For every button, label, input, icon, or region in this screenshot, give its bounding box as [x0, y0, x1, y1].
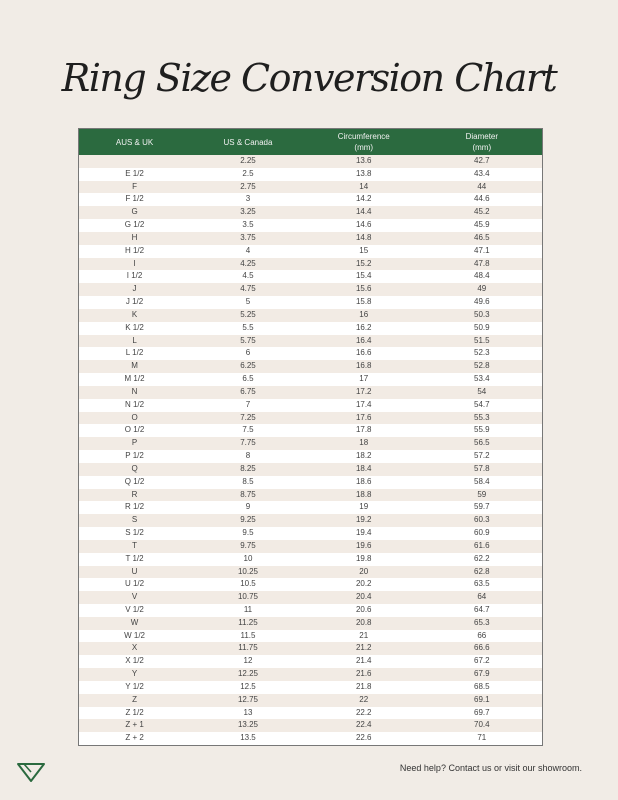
- table-row: [79, 681, 542, 694]
- cell-circumference: 20: [359, 566, 369, 576]
- cell-circumference: 13.8: [355, 168, 372, 178]
- cell-aus-uk: G 1/2: [124, 220, 145, 230]
- cell-circumference: 14.4: [355, 207, 372, 217]
- table-body: [79, 155, 542, 745]
- table-row: [79, 617, 542, 630]
- cell-aus-uk: W: [130, 617, 139, 627]
- cell-aus-uk: H: [131, 232, 138, 242]
- cell-us-canada: 3.5: [242, 220, 254, 230]
- table-row: [79, 193, 542, 206]
- cell-circumference: 19: [359, 502, 369, 512]
- cell-us-canada: 12.5: [240, 681, 256, 691]
- cell-aus-uk: J 1/2: [125, 297, 144, 307]
- cell-circumference: 19.4: [355, 528, 372, 538]
- table-row: [79, 668, 542, 681]
- cell-us-canada: 5.25: [240, 309, 256, 319]
- cell-aus-uk: M: [131, 361, 138, 371]
- cell-circumference: 17.2: [355, 386, 372, 396]
- cell-diameter: 46.5: [474, 232, 490, 242]
- cell-us-canada: 2.25: [240, 156, 256, 165]
- cell-aus-uk: R: [131, 489, 138, 499]
- cell-diameter: 61.6: [474, 540, 490, 550]
- table-row: [79, 694, 542, 707]
- table-row: [79, 719, 542, 732]
- cell-aus-uk: U 1/2: [124, 579, 145, 589]
- cell-circumference: 22.4: [355, 720, 372, 730]
- cell-aus-uk: G: [131, 207, 138, 217]
- cell-aus-uk: T: [132, 540, 137, 550]
- cell-circumference: 14.2: [355, 194, 372, 204]
- table-row: [79, 206, 542, 219]
- cell-circumference: 15.2: [355, 258, 372, 268]
- cell-diameter: 43.4: [474, 168, 490, 178]
- cell-diameter: 50.9: [474, 322, 490, 332]
- cell-diameter: 44: [477, 181, 487, 191]
- cell-diameter: 42.7: [474, 156, 490, 165]
- cell-us-canada: 9.75: [240, 540, 256, 550]
- cell-aus-uk: Y: [131, 669, 138, 679]
- size-table: [78, 128, 543, 746]
- cell-diameter: 45.2: [474, 207, 490, 217]
- cell-circumference: 16.6: [355, 348, 372, 358]
- cell-circumference: 20.6: [355, 604, 372, 614]
- cell-us-canada: 3: [245, 194, 251, 204]
- table-row: [79, 386, 542, 399]
- cell-circumference: 13.6: [355, 156, 372, 165]
- cell-aus-uk: V 1/2: [125, 604, 144, 614]
- cell-circumference: 15.4: [355, 271, 372, 281]
- cell-diameter: 62.2: [474, 553, 490, 563]
- table-row: [79, 360, 542, 373]
- table-row: [79, 655, 542, 668]
- cell-us-canada: 5.75: [240, 335, 256, 345]
- cell-us-canada: 12.75: [237, 694, 258, 704]
- cell-diameter: 50.3: [474, 309, 490, 319]
- cell-circumference: 14: [359, 181, 369, 191]
- cell-us-canada: 9: [245, 502, 251, 512]
- table-row: [79, 270, 542, 283]
- table-row: [79, 245, 542, 258]
- cell-diameter: 56.5: [474, 438, 490, 448]
- cell-circumference: 15.6: [355, 284, 372, 294]
- table-row: [79, 591, 542, 604]
- cell-aus-uk: X: [131, 643, 138, 653]
- cell-circumference: 22.6: [355, 733, 372, 743]
- table-row: [79, 412, 542, 425]
- header-diameter: Diameter (mm): [422, 129, 542, 155]
- table-row: [79, 642, 542, 655]
- cell-circumference: 15: [359, 245, 369, 255]
- table-row: [79, 501, 542, 514]
- cell-diameter: 69.1: [474, 694, 490, 704]
- cell-circumference: 19.8: [355, 553, 372, 563]
- cell-us-canada: 12: [243, 656, 253, 666]
- cell-us-canada: 12.25: [237, 669, 258, 679]
- cell-aus-uk: [79, 155, 190, 168]
- cell-us-canada: 8.75: [240, 489, 256, 499]
- cell-circumference: 21.8: [355, 681, 372, 691]
- cell-aus-uk: N: [131, 386, 138, 396]
- cell-circumference: 16: [359, 309, 369, 319]
- cell-circumference: 14.8: [355, 232, 372, 242]
- table-row: [79, 514, 542, 527]
- cell-aus-uk: M 1/2: [124, 374, 145, 384]
- cell-diameter: 67.9: [474, 669, 490, 679]
- cell-us-canada: 2.5: [242, 168, 254, 178]
- cell-diameter: 48.4: [474, 271, 490, 281]
- cell-us-canada: 3.25: [240, 207, 256, 217]
- cell-circumference: 17: [359, 374, 369, 384]
- table-row: [79, 566, 542, 579]
- cell-aus-uk: Z 1/2: [125, 707, 144, 717]
- cell-aus-uk: O 1/2: [124, 425, 145, 435]
- table-row: [79, 309, 542, 322]
- cell-aus-uk: Z: [132, 694, 137, 704]
- cell-aus-uk: Z + 1: [125, 720, 144, 730]
- cell-diameter: 66.6: [474, 643, 490, 653]
- header-us-canada: US & Canada: [190, 129, 306, 155]
- cell-diameter: 63.5: [474, 579, 490, 589]
- cell-diameter: 52.3: [474, 348, 490, 358]
- cell-circumference: 18.6: [355, 476, 372, 486]
- table-row: [79, 450, 542, 463]
- cell-circumference: 16.4: [355, 335, 372, 345]
- cell-aus-uk: E 1/2: [125, 168, 144, 178]
- cell-us-canada: 11: [243, 604, 253, 614]
- cell-us-canada: 5: [245, 297, 251, 307]
- cell-circumference: 21: [359, 630, 369, 640]
- cell-aus-uk: I: [133, 258, 136, 268]
- cell-diameter: 71: [477, 733, 487, 743]
- cell-aus-uk: F 1/2: [125, 194, 144, 204]
- table-row: [79, 553, 542, 566]
- cell-us-canada: 11.75: [238, 643, 258, 653]
- table-row: [79, 424, 542, 437]
- cell-us-canada: 6.25: [240, 361, 256, 371]
- cell-us-canada: 10.5: [240, 579, 256, 589]
- cell-diameter: 47.8: [474, 258, 490, 268]
- cell-circumference: 22: [359, 694, 369, 704]
- cell-circumference: 19.6: [355, 540, 372, 550]
- cell-aus-uk: Q 1/2: [124, 476, 145, 486]
- table-row: [79, 232, 542, 245]
- cell-us-canada: 10.25: [237, 566, 258, 576]
- cell-us-canada: 13: [243, 707, 253, 717]
- cell-diameter: 59.7: [474, 502, 490, 512]
- diamond-icon: [16, 758, 46, 784]
- cell-circumference: 18.8: [355, 489, 372, 499]
- cell-circumference: 18: [359, 438, 369, 448]
- table-row: [79, 168, 542, 181]
- cell-us-canada: 7.75: [240, 438, 256, 448]
- table-row: [79, 347, 542, 360]
- cell-us-canada: 10: [243, 553, 253, 563]
- cell-diameter: 66: [477, 630, 487, 640]
- cell-circumference: 20.2: [355, 579, 372, 589]
- table-row: [79, 489, 542, 502]
- cell-aus-uk: R 1/2: [124, 502, 145, 512]
- cell-aus-uk: P 1/2: [125, 451, 144, 461]
- cell-aus-uk: T 1/2: [125, 553, 144, 563]
- cell-us-canada: 4: [245, 245, 251, 255]
- cell-diameter: 59: [477, 489, 487, 499]
- cell-aus-uk: O: [131, 412, 138, 422]
- cell-us-canada: 10.75: [237, 592, 258, 602]
- cell-aus-uk: F: [132, 181, 137, 191]
- cell-diameter: 64.7: [474, 604, 490, 614]
- cell-us-canada: 4.25: [240, 258, 256, 268]
- table-header-row: [79, 129, 542, 155]
- cell-us-canada: 8.5: [242, 476, 254, 486]
- cell-us-canada: 3.75: [240, 232, 256, 242]
- cell-us-canada: 9.5: [242, 528, 254, 538]
- cell-us-canada: 7: [245, 399, 251, 409]
- cell-aus-uk: X 1/2: [125, 656, 144, 666]
- cell-us-canada: 11.5: [240, 630, 256, 640]
- cell-diameter: 69.7: [474, 707, 490, 717]
- cell-aus-uk: S: [131, 515, 138, 525]
- cell-us-canada: 7.25: [240, 412, 256, 422]
- table-row: [79, 732, 542, 745]
- cell-circumference: 21.4: [355, 656, 372, 666]
- cell-circumference: 15.8: [355, 297, 372, 307]
- cell-diameter: 58.4: [474, 476, 490, 486]
- cell-aus-uk: Z + 2: [125, 733, 144, 743]
- table-row: [79, 604, 542, 617]
- cell-diameter: 70.4: [474, 720, 490, 730]
- table-row: [79, 283, 542, 296]
- cell-us-canada: 6.75: [240, 386, 256, 396]
- cell-aus-uk: P: [131, 438, 138, 448]
- table-row: [79, 463, 542, 476]
- cell-circumference: 20.4: [355, 592, 372, 602]
- table-row: [79, 258, 542, 271]
- cell-aus-uk: K: [131, 309, 138, 319]
- cell-circumference: 14.6: [355, 220, 372, 230]
- cell-us-canada: 8: [245, 451, 251, 461]
- cell-circumference: 17.6: [355, 412, 372, 422]
- cell-diameter: 45.9: [474, 220, 490, 230]
- cell-us-canada: 8.25: [240, 463, 256, 473]
- cell-aus-uk: K 1/2: [125, 322, 144, 332]
- header-aus-uk: AUS & UK: [79, 129, 190, 155]
- cell-aus-uk: W 1/2: [124, 630, 145, 640]
- cell-circumference: 18.2: [355, 451, 372, 461]
- cell-diameter: 51.5: [474, 335, 490, 345]
- table-row: [79, 707, 542, 720]
- table-row: [79, 373, 542, 386]
- table-row: [79, 181, 542, 194]
- table-row: [79, 399, 542, 412]
- cell-circumference: 16.2: [355, 322, 372, 332]
- cell-diameter: 68.5: [474, 681, 490, 691]
- cell-circumference: 21.2: [355, 643, 372, 653]
- cell-aus-uk: J: [132, 284, 137, 294]
- cell-diameter: 54.7: [474, 399, 490, 409]
- cell-us-canada: 5.5: [242, 322, 254, 332]
- cell-us-canada: 2.75: [240, 181, 256, 191]
- cell-us-canada: 13.5: [240, 733, 256, 743]
- cell-diameter: 67.2: [474, 656, 490, 666]
- cell-circumference: 19.2: [355, 515, 372, 525]
- cell-diameter: 60.9: [474, 528, 490, 538]
- cell-diameter: 55.3: [474, 412, 490, 422]
- cell-us-canada: 7.5: [242, 425, 254, 435]
- table-row: [79, 296, 542, 309]
- table-row: [79, 630, 542, 643]
- table-row: [79, 322, 542, 335]
- header-circumference: Circumference (mm): [306, 129, 422, 155]
- cell-aus-uk: Y 1/2: [125, 681, 144, 691]
- cell-circumference: 17.4: [355, 399, 372, 409]
- table-row: [79, 540, 542, 553]
- cell-diameter: 64: [477, 592, 487, 602]
- cell-us-canada: 11.25: [238, 617, 258, 627]
- cell-aus-uk: H 1/2: [124, 245, 145, 255]
- cell-us-canada: 4.75: [240, 284, 256, 294]
- table-row: [79, 437, 542, 450]
- cell-diameter: 52.8: [474, 361, 490, 371]
- cell-aus-uk: U: [131, 566, 138, 576]
- table-row: [79, 335, 542, 348]
- cell-diameter: 62.8: [474, 566, 490, 576]
- table-row: [79, 527, 542, 540]
- cell-us-canada: 6: [245, 348, 251, 358]
- cell-us-canada: 4.5: [242, 271, 254, 281]
- cell-diameter: 57.8: [474, 463, 490, 473]
- table-row: [79, 219, 542, 232]
- cell-diameter: 57.2: [474, 451, 490, 461]
- cell-aus-uk: V: [131, 592, 138, 602]
- cell-diameter: 49.6: [474, 297, 490, 307]
- cell-circumference: 21.6: [355, 669, 372, 679]
- cell-diameter: 47.1: [474, 245, 490, 255]
- table-row: [79, 155, 542, 168]
- cell-us-canada: 13.25: [237, 720, 258, 730]
- cell-aus-uk: Q: [131, 463, 138, 473]
- cell-circumference: 18.4: [355, 463, 372, 473]
- cell-diameter: 44.6: [474, 194, 490, 204]
- cell-diameter: 65.3: [474, 617, 490, 627]
- cell-aus-uk: S 1/2: [125, 528, 144, 538]
- cell-diameter: 55.9: [474, 425, 490, 435]
- cell-aus-uk: I 1/2: [126, 271, 143, 281]
- cell-diameter: 60.3: [474, 515, 490, 525]
- cell-diameter: 53.4: [474, 374, 490, 384]
- cell-circumference: 17.8: [355, 425, 372, 435]
- page-title: Ring Size Conversion Chart: [61, 56, 557, 100]
- cell-aus-uk: L 1/2: [125, 348, 144, 358]
- cell-aus-uk: N 1/2: [124, 399, 145, 409]
- cell-aus-uk: L: [132, 335, 137, 345]
- table-row: [79, 476, 542, 489]
- table-row: [79, 578, 542, 591]
- cell-diameter: 49: [477, 284, 487, 294]
- cell-circumference: 22.2: [355, 707, 372, 717]
- cell-us-canada: 9.25: [240, 515, 256, 525]
- cell-circumference: 16.8: [355, 361, 372, 371]
- cell-circumference: 20.8: [355, 617, 372, 627]
- footer-help-text: Need help? Contact us or visit our showroom.: [399, 763, 582, 773]
- cell-diameter: 54: [477, 386, 487, 396]
- cell-us-canada: 6.5: [242, 374, 254, 384]
